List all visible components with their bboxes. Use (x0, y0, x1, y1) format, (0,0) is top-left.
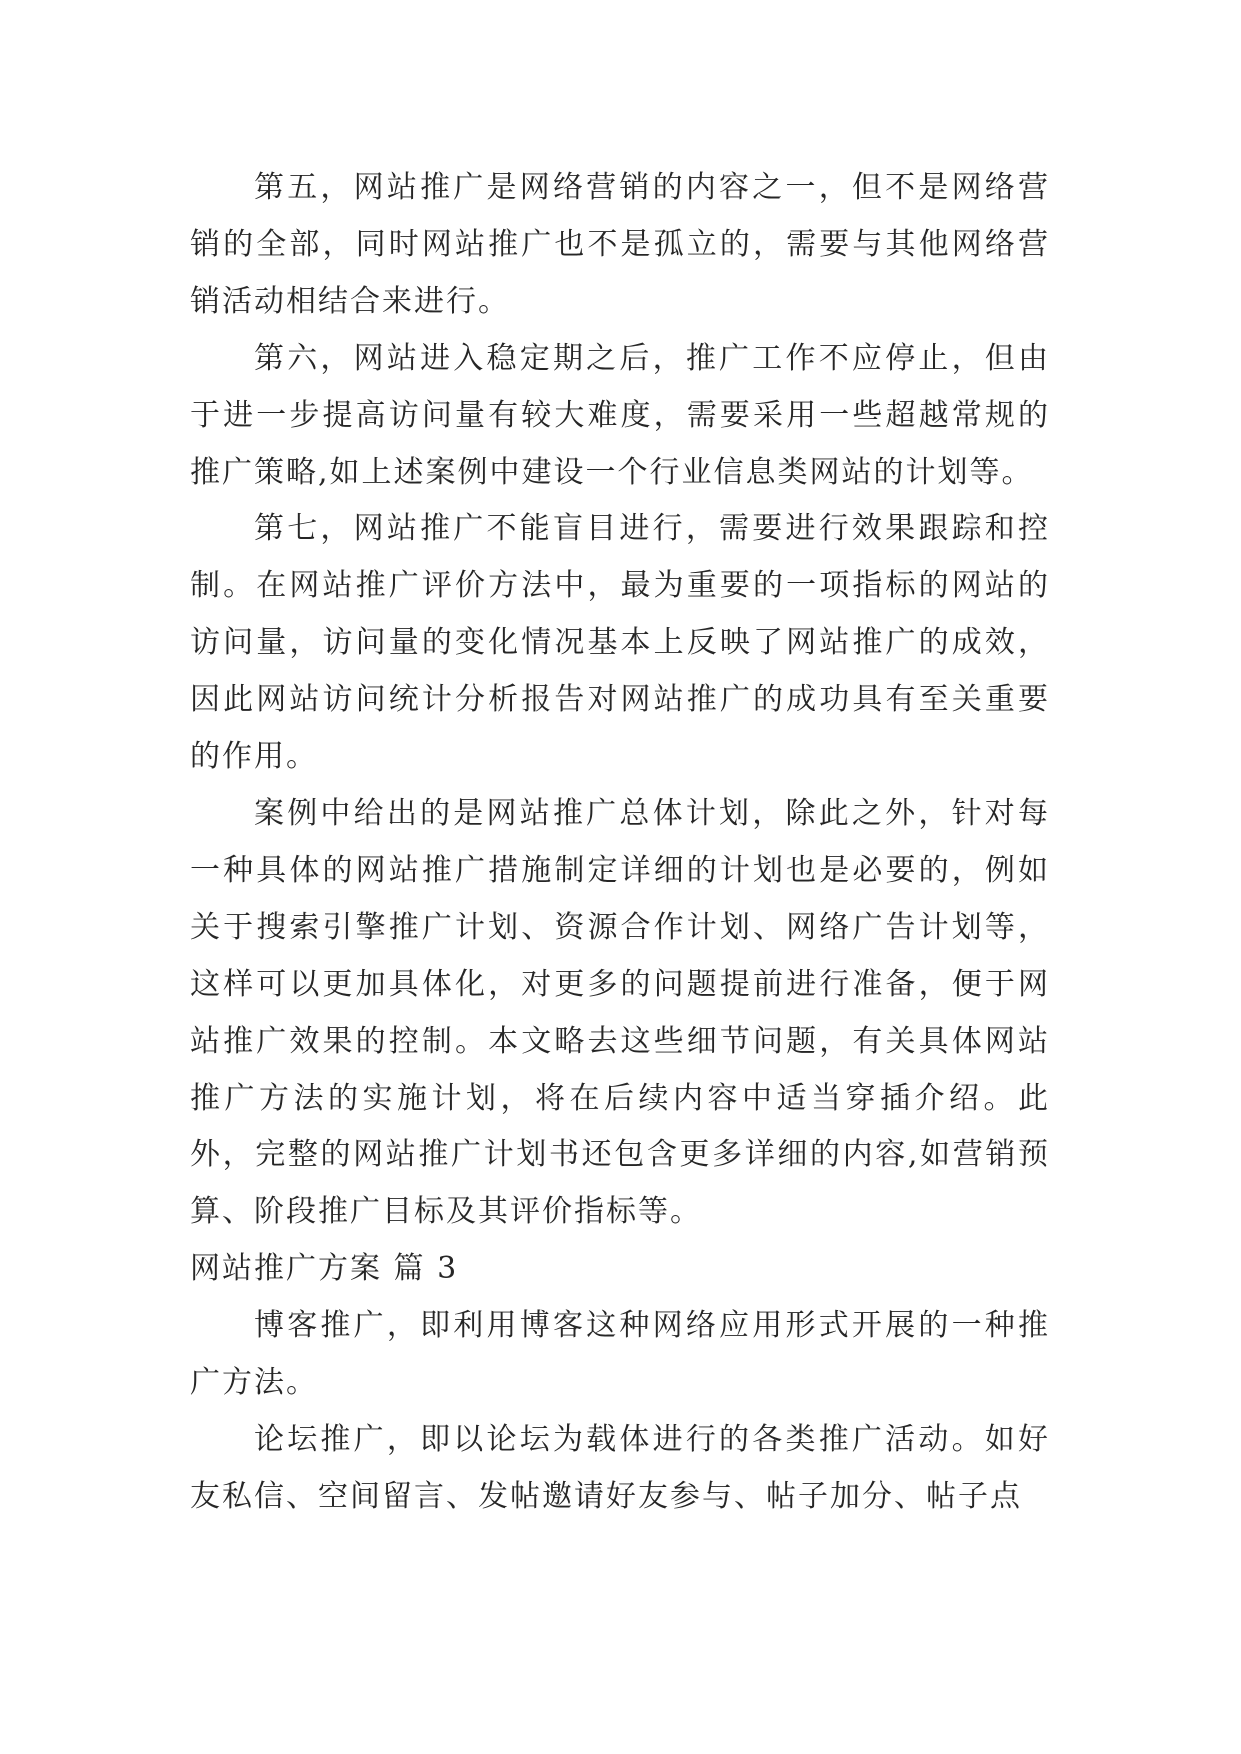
section-heading: 网站推广方案 篇 3 (190, 1251, 459, 1287)
paragraph: 案例中给出的是网站推广总体计划，除此之外，针对每一种具体的网站推广措施制定详细的计划也是必要的，例如关于搜索引擎推广计划、资源合作计划、网络广告计划等，这样可以更加具体化，对更多的问题提前进行准备，便于网站推广效果的控制。本文略去这些细节问题，有关具体网站推广方法的实施计划，将在后续内容中适当穿插介绍。此外，完整的网站推广计划书还包含更多详细的内容,如营销预算、阶段推广目标及其评价指标等。 (190, 795, 1050, 1230)
paragraph: 第五，网站推广是网络营销的内容之一，但不是网络营销的全部，同时网站推广也不是孤立的，需要与其他网络营销活动相结合来进行。 (190, 170, 1050, 319)
paragraph: 论坛推广，即以论坛为载体进行的各类推广活动。如好友私信、空间留言、发帖邀请好友参与、帖子加分、帖子点 (190, 1421, 1050, 1514)
paragraph: 第六，网站进入稳定期之后，推广工作不应停止，但由于进一步提高访问量有较大难度，需要采用一些超越常规的推广策略,如上述案例中建设一个行业信息类网站的计划等。 (190, 340, 1050, 490)
paragraph: 第七，网站推广不能盲目进行，需要进行效果跟踪和控制。在网站推广评价方法中，最为重要的一项指标的网站的访问量，访问量的变化情况基本上反映了网站推广的成效，因此网站访问统计分析报告对网站推广的成功具有至关重要的作用。 (190, 511, 1050, 775)
document-body (190, 160, 1050, 1526)
paragraph: 博客推广，即利用博客这种网络应用形式开展的一种推广方法。 (190, 1308, 1050, 1401)
